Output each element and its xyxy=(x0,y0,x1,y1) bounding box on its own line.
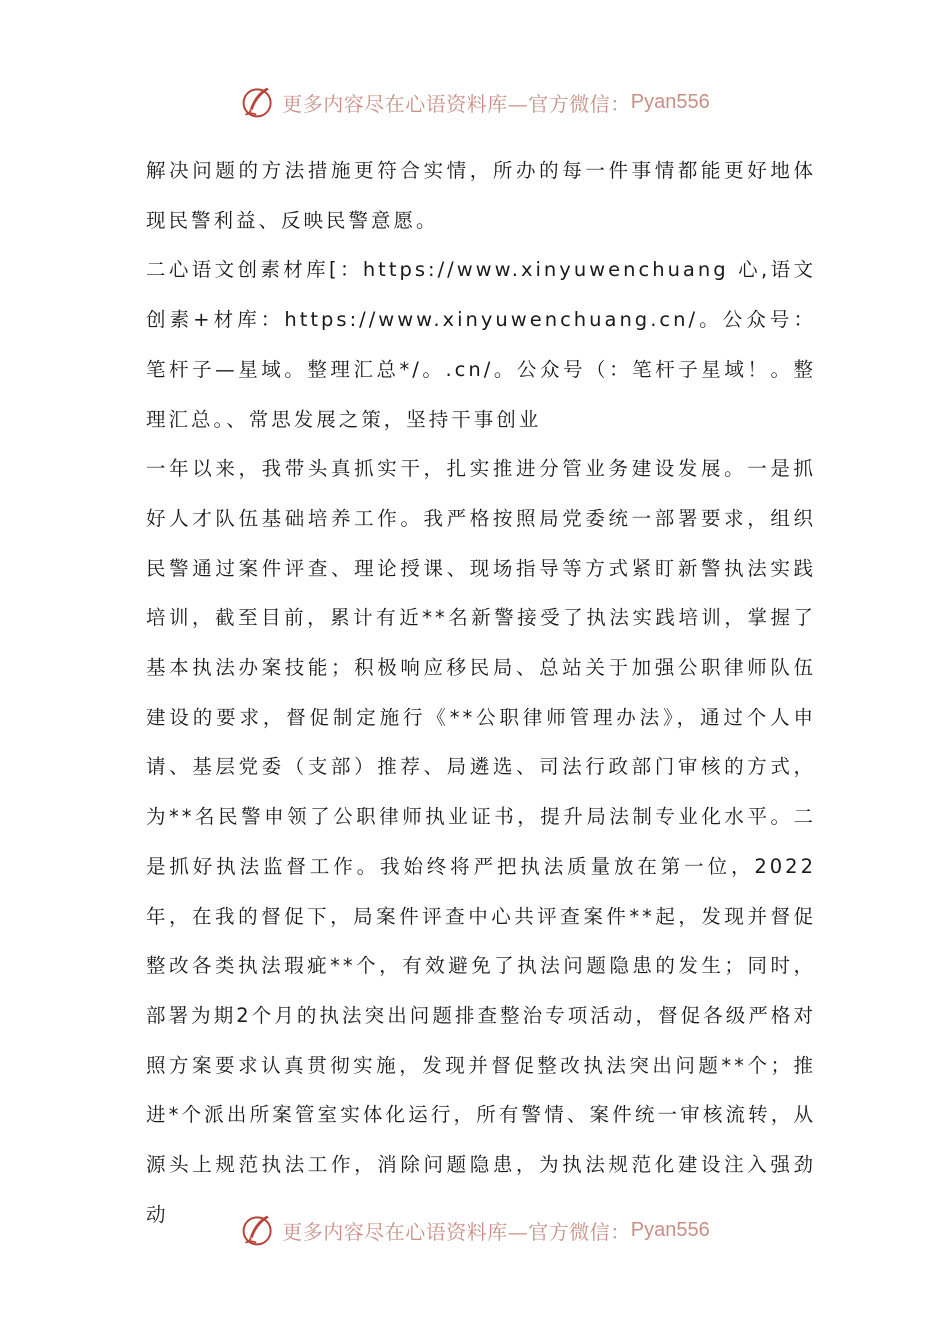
banner-wechat-id: Pyan556 xyxy=(630,1218,710,1241)
banner-text: 更多内容尽在心语资料库—官方微信： xyxy=(282,91,631,116)
header-banner xyxy=(0,80,950,124)
document-body xyxy=(146,146,816,1239)
banner-text: 更多内容尽在心语资料库—官方微信： xyxy=(282,1219,631,1244)
quill-pen-logo-icon xyxy=(240,1212,276,1248)
paragraph-2: 二心语文创素材库[：https://www.xinyuwenchuang 心,语文创素+材库：https://www.xinyuwenchuang.cn/。公众号：笔杆子—星域。整理汇总*/。.cn/。公众号（：笔杆子星域！。整理汇总。、常思发展之策，坚持干事创业 xyxy=(146,258,816,431)
banner-wechat-id: Pyan556 xyxy=(630,90,710,113)
footer-banner xyxy=(0,1208,950,1252)
paragraph-1: 解决问题的方法措施更符合实情，所办的每一件事情都能更好地体现民警利益、反映民警意愿。 xyxy=(146,159,816,232)
quill-pen-logo-icon xyxy=(240,84,276,120)
paragraph-3: 一年以来，我带头真抓实干，扎实推进分管业务建设发展。一是抓好人才队伍基础培养工作。我严格按照局党委统一部署要求，组织民警通过案件评查、理论授课、现场指导等方式紧盯新警执法实践培训，截至目前，累计有近**名新警接受了执法实践培训，掌握了基本执法办案技能；积极响应移民局、总站关于加强公职律师队伍建设的要求，督促制定施行《**公职律师管理办法》，通过个人申请、基层党委（支部）推荐、局遴选、司法行政部门审核的方式，为**名民警申领了公职律师执业证书，提升局法制专业化水平。二是抓好执法监督工作。我始终将严把执法质量放在第一位，2022年，在我的督促下，局案件评查中心共评查案件**起，发现并督促整改各类执法瑕疵**个，有效避免了执法问题隐患的发生；同时，部署为期2个月的执法突出问题排查整治专项活动，督促各级严格对照方案要求认真贯彻实施，发现并督促整改执法突出问题**个；推进*个派出所案管室实体化运行，所有警情、案件统一审核流转，从源头上规范执法工作，消除问题隐患，为执法规范化建设注入强劲动 xyxy=(146,457,816,1226)
